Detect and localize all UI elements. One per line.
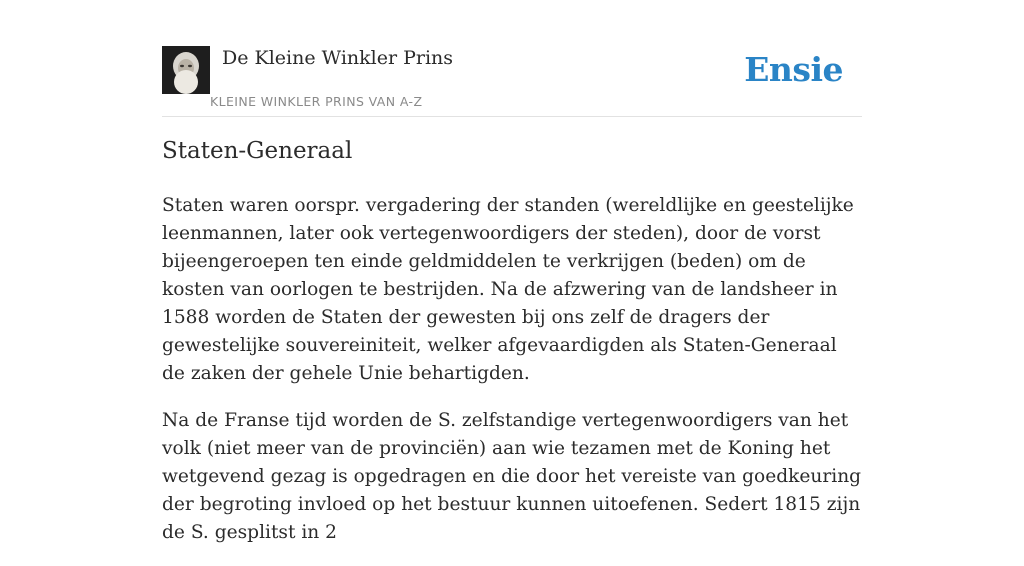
article-paragraph: Na de Franse tijd worden de S. zelfstandige vertegenwoordigers van het volk (niet meer van de provinciën) aan wie tezamen met de Koning het wetgevend gezag is opgedragen en die door het vereiste van goedkeuring der begroting invloed op het bestuur kunnen uitoefenen. Sedert 1815 zijn de S. gesplitst in 2 [162, 410, 862, 543]
portrait-icon [162, 46, 210, 94]
article-title: Staten-Generaal [162, 138, 353, 164]
source-header [162, 44, 862, 117]
article-paragraph: Staten waren oorspr. vergadering der standen (wereldlijke en geestelijke leenmannen, later ook vertegenwoordigers der steden), door de vorst bijeengeroepen ten einde geldmiddelen te verkrijgen (beden) om de kosten van oorlogen te bestrijden. Na de afzwering van de landsheer in 1588 worden de Staten der gewesten bij ons zelf de dragers der gewestelijke souvereiniteit, welker afgevaardigden als Staten-Generaal de zaken der gehele Unie behartigden. [162, 195, 854, 384]
avatar[interactable] [162, 46, 210, 94]
source-subtitle[interactable]: KLEINE WINKLER PRINS VAN A-Z [210, 94, 423, 109]
brand-logo[interactable]: Ensie [744, 50, 843, 89]
source-title[interactable]: De Kleine Winkler Prins [222, 47, 454, 69]
article-body [162, 192, 862, 566]
